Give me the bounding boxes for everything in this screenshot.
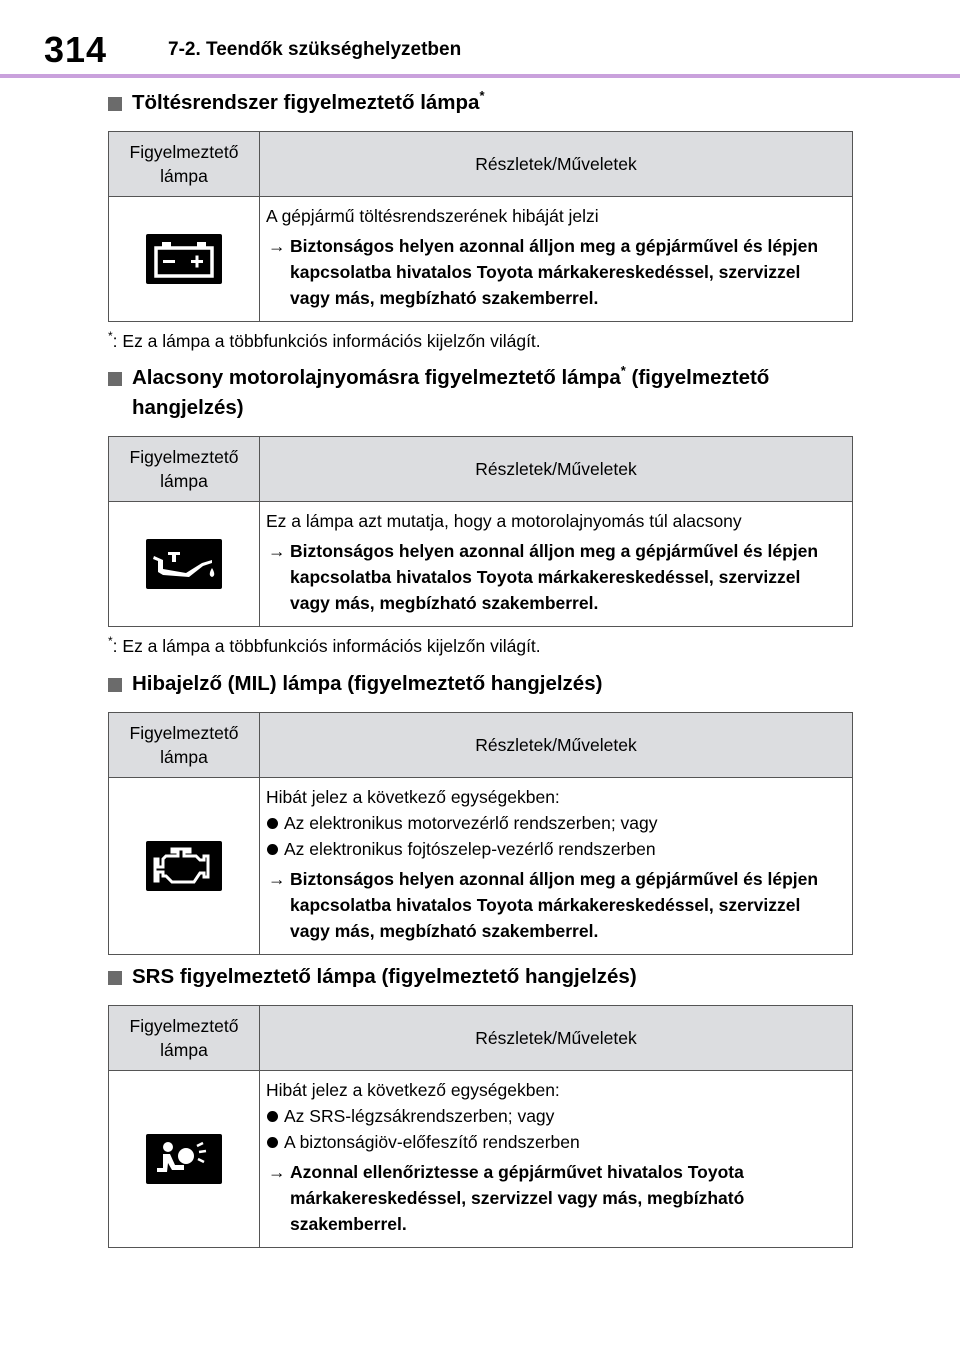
battery-warning-icon bbox=[146, 234, 222, 284]
heading-asterisk: * bbox=[620, 363, 626, 378]
bullet-icon bbox=[267, 1111, 278, 1122]
table-header-row bbox=[109, 437, 853, 502]
lamp-table-srs bbox=[108, 1005, 853, 1248]
bullet-icon bbox=[267, 1137, 278, 1148]
heading-text: Töltésrendszer figyelmeztető lámpa bbox=[132, 91, 480, 114]
header-details: Részletek/Műveletek bbox=[260, 713, 853, 778]
arrow-icon: → bbox=[268, 236, 286, 256]
heading-square-icon bbox=[108, 678, 122, 692]
list-item: Az SRS-légzsákrendszerben; vagy bbox=[266, 1103, 842, 1129]
table-header-row bbox=[109, 1006, 853, 1071]
header-lamp: Figyelmeztető lámpa bbox=[109, 713, 260, 778]
footnote: *: Ez a lámpa a többfunkciós információs kijelzőn világít. bbox=[108, 634, 541, 656]
header-lamp: Figyelmeztető lámpa bbox=[109, 1006, 260, 1071]
bullet-icon bbox=[267, 818, 278, 829]
header-details: Részletek/Műveletek bbox=[260, 132, 853, 197]
table-row bbox=[109, 1071, 853, 1248]
heading-text: Hibajelző (MIL) lámpa (figyelmeztető hangjelzés) bbox=[132, 672, 603, 695]
list-item: Az elektronikus fojtószelep-vezérlő rendszerben bbox=[266, 836, 842, 862]
arrow-icon: → bbox=[268, 541, 286, 561]
lamp-table-mil bbox=[108, 712, 853, 955]
section-heading-charging bbox=[108, 88, 868, 118]
check-engine-icon bbox=[146, 841, 222, 891]
header-details: Részletek/Műveletek bbox=[260, 437, 853, 502]
heading-square-icon bbox=[108, 971, 122, 985]
lamp-description: A gépjármű töltésrendszerének hibáját jelzi bbox=[266, 206, 599, 226]
table-row bbox=[109, 197, 853, 322]
table-row bbox=[109, 502, 853, 627]
heading-asterisk: * bbox=[479, 88, 485, 103]
arrow-icon: → bbox=[268, 869, 286, 889]
oil-pressure-warning-icon bbox=[146, 539, 222, 589]
chapter-title: 7-2. Teendők szükséghelyzetben bbox=[168, 39, 462, 60]
page-number: 314 bbox=[44, 29, 108, 70]
lamp-description: Ez a lámpa azt mutatja, hogy a motorolajnyomás túl alacsony bbox=[266, 511, 742, 531]
header-details: Részletek/Műveletek bbox=[260, 1006, 853, 1071]
heading-text: SRS figyelmeztető lámpa (figyelmeztető hangjelzés) bbox=[132, 965, 637, 988]
list-item: A biztonságiöv-előfeszítő rendszerben bbox=[266, 1129, 842, 1155]
heading-text: Alacsony motorolajnyomásra figyelmeztető lámpa bbox=[132, 366, 621, 389]
footnote: *: Ez a lámpa a többfunkciós információs kijelzőn világít. bbox=[108, 329, 541, 351]
section-heading-srs bbox=[108, 962, 868, 992]
arrow-icon: → bbox=[268, 1162, 286, 1182]
action-instruction: → Biztonságos helyen azonnal álljon meg a gépjárművel és lépjen kapcsolatba hivatalos Toyota márkakereskedéssel, szervizzel vagy más, megbízható szakemberrel. bbox=[266, 866, 842, 944]
action-instruction: → Biztonságos helyen azonnal álljon meg a gépjárművel és lépjen kapcsolatba hivatalos Toyota márkakereskedéssel, szervizzel vagy más, megbízható szakemberrel. bbox=[266, 233, 842, 311]
list-item: Az elektronikus motorvezérlő rendszerben; vagy bbox=[266, 810, 842, 836]
page-header bbox=[0, 0, 960, 80]
bullet-icon bbox=[267, 844, 278, 855]
heading-square-icon bbox=[108, 372, 122, 386]
lamp-table-charging bbox=[108, 131, 853, 322]
action-instruction: → Azonnal ellenőriztesse a gépjárművet hivatalos Toyota márkakereskedéssel, szervizzel vagy más, megbízható szakemberrel. bbox=[266, 1159, 842, 1237]
lamp-description: Hibát jelez a következő egységekben: bbox=[266, 1080, 560, 1100]
lamp-description: Hibát jelez a következő egységekben: bbox=[266, 787, 560, 807]
table-row bbox=[109, 778, 853, 955]
lamp-table-oil-pressure bbox=[108, 436, 853, 627]
table-header-row bbox=[109, 713, 853, 778]
srs-airbag-warning-icon bbox=[146, 1134, 222, 1184]
table-header-row bbox=[109, 132, 853, 197]
section-heading-oil-pressure: Alacsony motorolajnyomásra figyelmeztető lámpa* (figyelmeztető hangjelzés) bbox=[108, 363, 868, 423]
header-rule bbox=[0, 74, 960, 78]
header-lamp: Figyelmeztető lámpa bbox=[109, 437, 260, 502]
section-heading-mil bbox=[108, 669, 868, 699]
action-instruction: → Biztonságos helyen azonnal álljon meg a gépjárművel és lépjen kapcsolatba hivatalos Toyota márkakereskedéssel, szervizzel vagy más, megbízható szakemberrel. bbox=[266, 538, 842, 616]
heading-square-icon bbox=[108, 97, 122, 111]
header-lamp: Figyelmeztető lámpa bbox=[109, 132, 260, 197]
